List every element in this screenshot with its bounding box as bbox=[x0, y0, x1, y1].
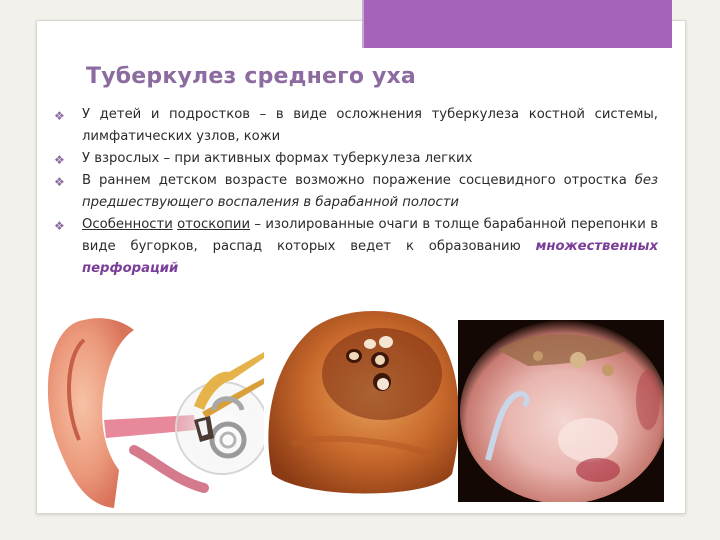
mastoid-photo bbox=[262, 304, 462, 500]
bullet-text: У взрослых – при активных формах туберкулеза легких bbox=[82, 151, 473, 166]
bullet-list bbox=[52, 104, 658, 280]
slide-title: Туберкулез среднего уха bbox=[86, 64, 416, 89]
underlined-term: Особенности bbox=[82, 217, 173, 232]
diamond-bullet-icon: ❖ bbox=[54, 109, 65, 123]
otoscopy-photo bbox=[458, 320, 664, 502]
underlined-term: отоскопии bbox=[177, 217, 251, 232]
bullet-item bbox=[52, 104, 658, 148]
bullet-item bbox=[52, 148, 658, 170]
ear-anatomy-image bbox=[44, 310, 264, 510]
bullet-text: В раннем детском возрасте возможно поражение сосцевидного отростка bbox=[82, 173, 635, 188]
bullet-item bbox=[52, 170, 658, 214]
accent-bar bbox=[362, 0, 672, 48]
bullet-text: – изолированные очаги в толще барабанной перепонки в виде бугорков, распад которых ведет к образованию bbox=[82, 217, 658, 254]
diamond-bullet-icon: ❖ bbox=[54, 219, 65, 233]
bullet-italic-text: без предшествующего воспаления в барабанной полости bbox=[82, 173, 658, 210]
diamond-bullet-icon: ❖ bbox=[54, 175, 65, 189]
diamond-bullet-icon: ❖ bbox=[54, 153, 65, 167]
bullet-item bbox=[52, 214, 658, 280]
bullet-text: У детей и подростков – в виде осложнения туберкулеза костной системы, лимфатических узлов, кожи bbox=[82, 107, 658, 144]
emphasis-text: множественных перфораций bbox=[82, 239, 658, 276]
